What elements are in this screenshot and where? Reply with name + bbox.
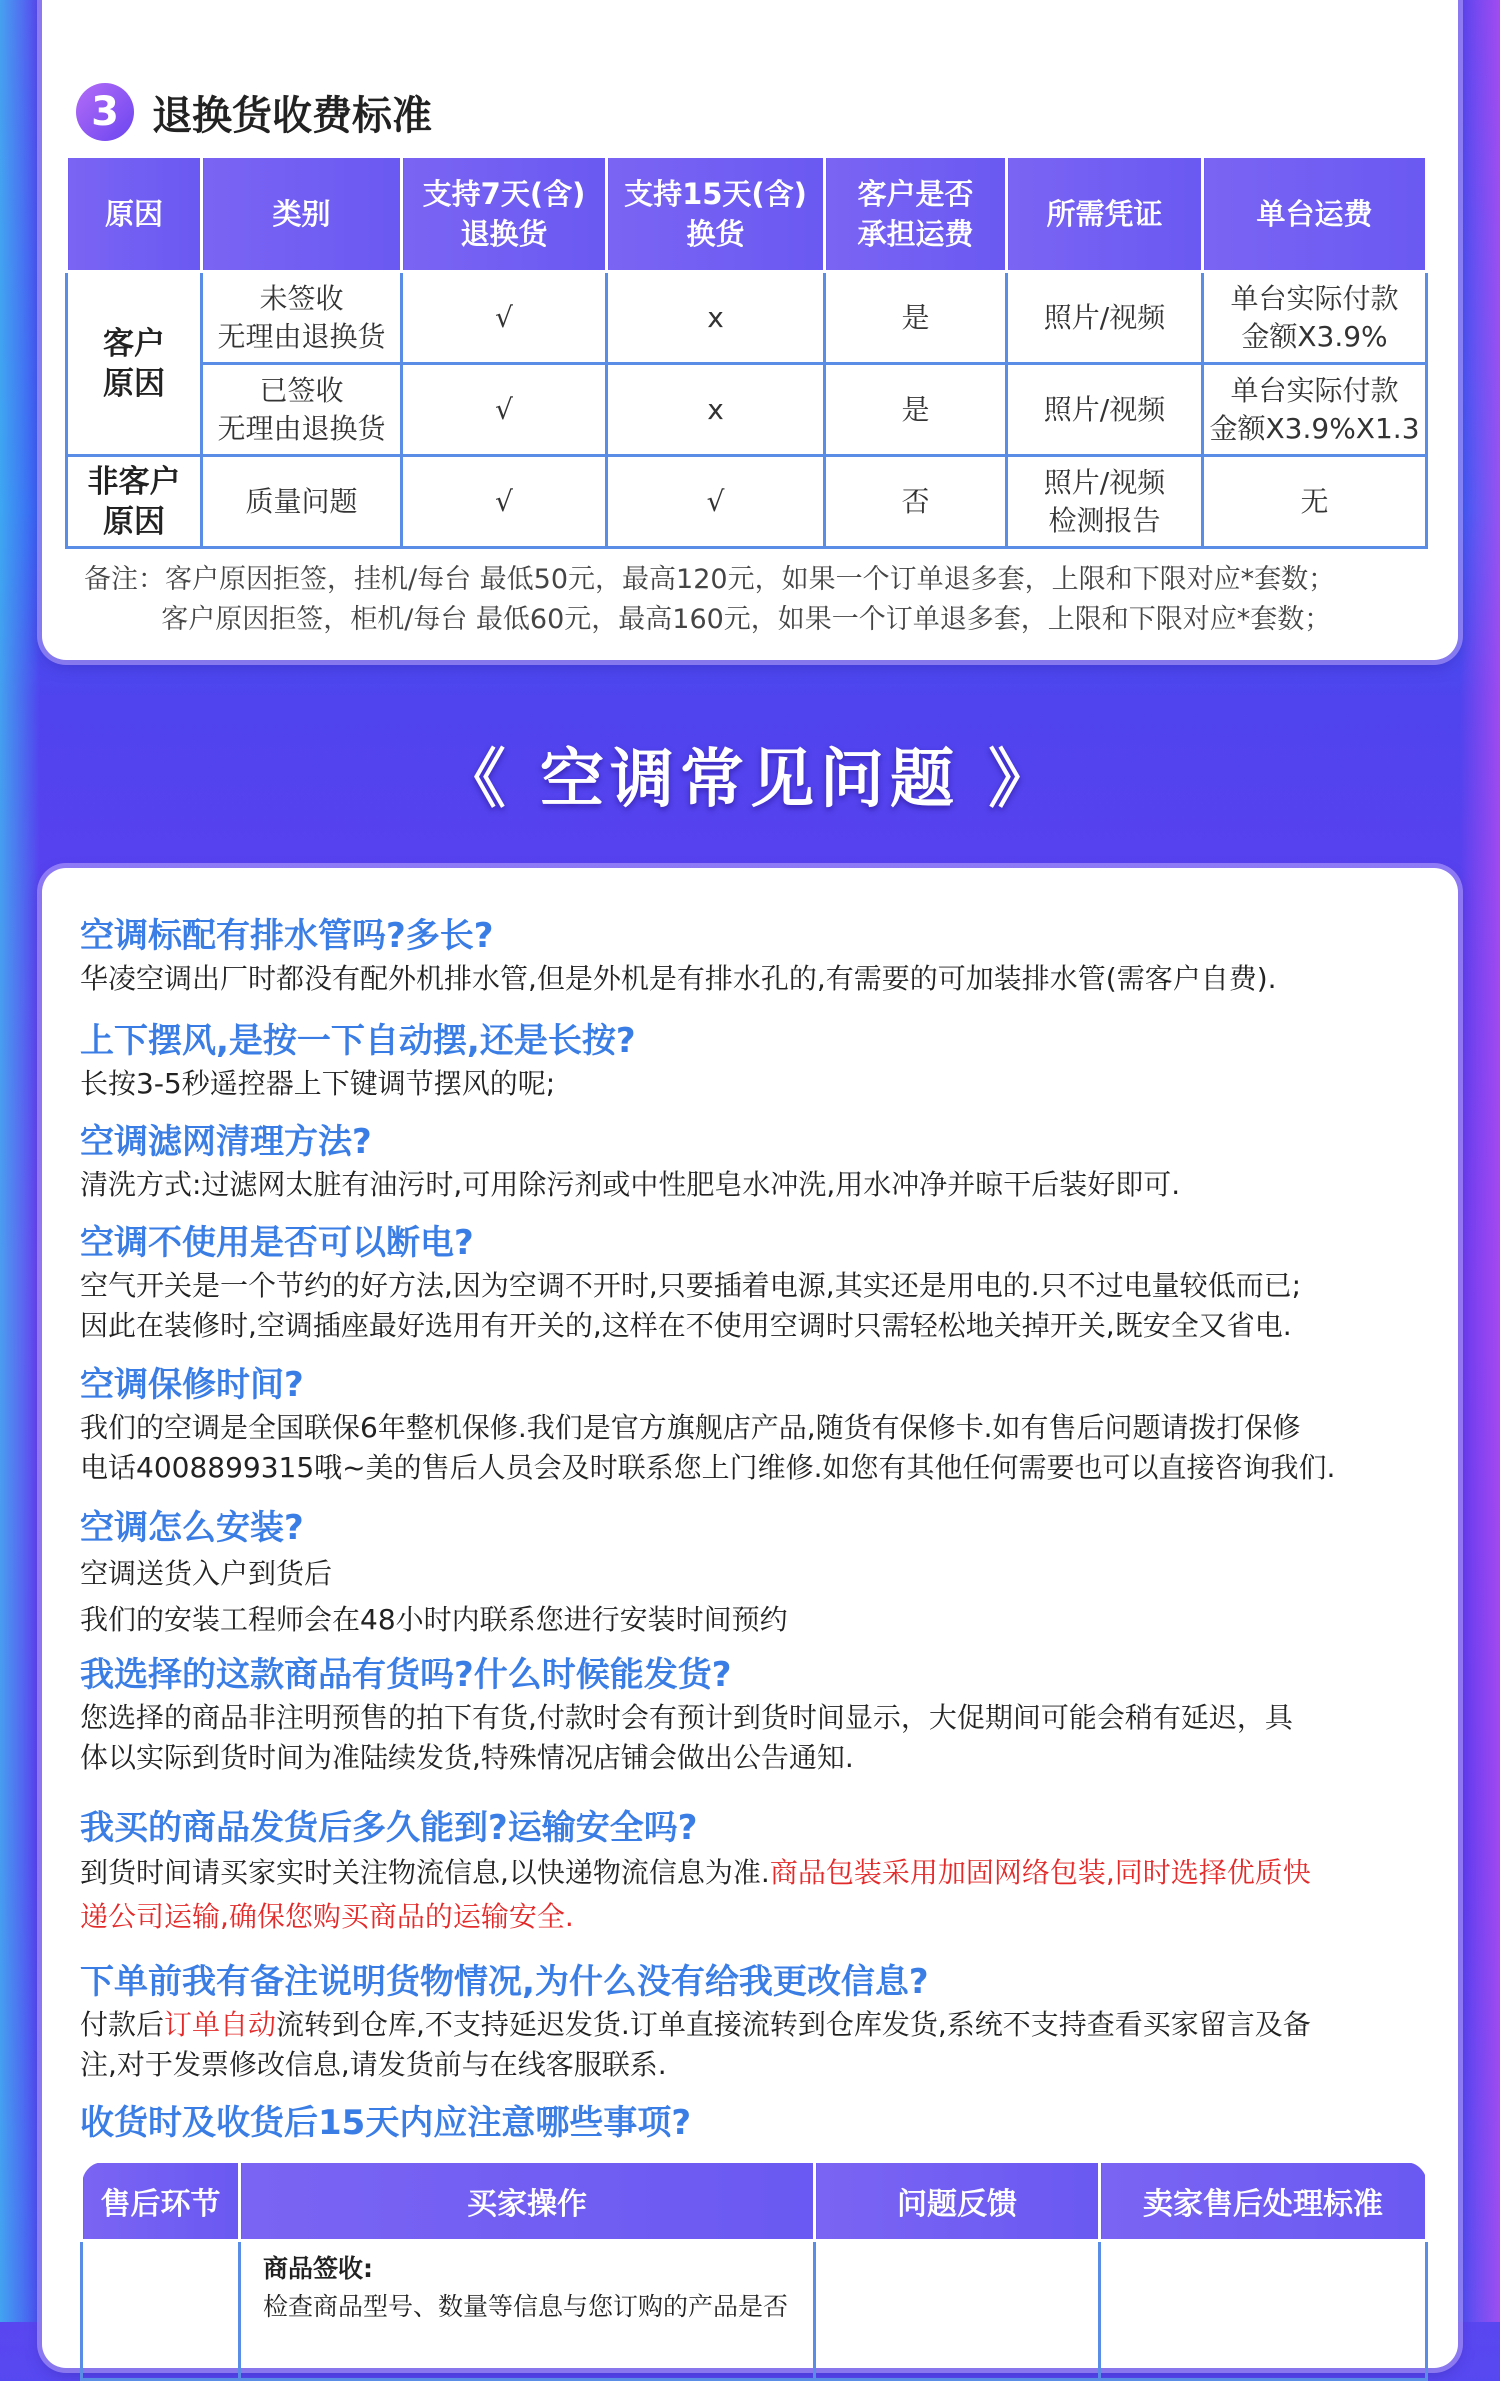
category-cell: 质量问题	[202, 456, 402, 548]
faq-answer: 空气开关是一个节约的好方法,因为空调不开时,只要插着电源,其实还是用电的.只不过电量较低而已; 因此在装修时,空调插座最好选用有开关的,这样在不使用空调时只需轻松地关掉开关,既安全又省电.	[80, 1269, 1302, 1342]
faq-answer: 华凌空调出厂时都没有配外机排水管,但是外机是有排水孔的,有需要的可加装排水管(需客户自费).	[80, 962, 1277, 995]
faq-heading: 《 空调常见问题 》	[441, 743, 1059, 817]
faq-item	[80, 1119, 1420, 1205]
shipping-bearer-cell: 是	[825, 364, 1007, 456]
faq-item	[80, 1018, 1420, 1104]
faq-answer: 长按3-5秒遥控器上下键调节摆风的呢;	[80, 1067, 556, 1100]
header-after-sales-stage: 售后环节	[82, 2162, 240, 2241]
proof-cell: 照片/视频 检测报告	[1007, 456, 1203, 548]
faq-answer: 空调送货入户到货后 我们的安装工程师会在48小时内联系您进行安装时间预约	[80, 1557, 788, 1636]
customer-reason-cell: 客户 原因	[67, 272, 202, 456]
faq-question: 空调怎么安装?	[80, 1508, 304, 1548]
faq-item	[80, 1959, 1420, 2085]
cell-text: 检查商品型号、数量等信息与您订购的产品是否	[263, 2292, 789, 2321]
table-cell	[1100, 2241, 1427, 2380]
header-shipping-bearer: 客户是否 承担运费	[825, 157, 1007, 272]
table-cell	[815, 2241, 1100, 2380]
category-cell: 已签收 无理由退换货	[202, 364, 402, 456]
header-category: 类别	[202, 157, 402, 272]
fee-cell: 无	[1203, 456, 1427, 548]
table-row	[67, 272, 1427, 364]
faq-question: 下单前我有备注说明货物情况,为什么没有给我更改信息?	[80, 1962, 929, 2002]
check-mark: √	[402, 456, 607, 548]
faq-question: 空调保修时间?	[80, 1365, 304, 1405]
faq-answer: 到货时间请买家实时关注物流信息,以快递物流信息为准.商品包装采用加固网络包装,同时选择优质快 递公司运输,确保您购买商品的运输安全.	[80, 1856, 1311, 1933]
faq-question: 收货时及收货后15天内应注意哪些事项?	[80, 2103, 692, 2143]
table-row	[67, 456, 1427, 548]
fee-cell: 单台实际付款 金额X3.9%	[1203, 272, 1427, 364]
faq-question: 空调标配有排水管吗?多长?	[80, 916, 494, 956]
faq-item	[80, 1362, 1420, 1488]
proof-cell: 照片/视频	[1007, 272, 1203, 364]
shipping-bearer-cell: 否	[825, 456, 1007, 548]
faq-answer: 清洗方式:过滤网太脏有油污时,可用除污剂或中性肥皂水冲洗,用水冲净并晾干后装好即可.	[80, 1168, 1181, 1201]
faq-item	[80, 1220, 1420, 1346]
proof-cell: 照片/视频	[1007, 364, 1203, 456]
faq-question: 空调不使用是否可以断电?	[80, 1223, 474, 1263]
faq-question: 上下摆风,是按一下自动摆,还是长按?	[80, 1021, 636, 1061]
faq-answer: 我们的空调是全国联保6年整机保修.我们是官方旗舰店产品,随货有保修卡.如有售后问题请拨打保修 电话4008899315哦~美的售后人员会及时联系您上门维修.如您有其他任何需要也可以直接咨询我们.	[80, 1411, 1336, 1484]
table-row	[67, 364, 1427, 456]
header-reason: 原因	[67, 157, 202, 272]
table-row	[82, 2241, 1427, 2380]
faq-answer: 付款后订单自动流转到仓库,不支持延迟发货.订单直接流转到仓库发货,系统不支持查看买家留言及备 注,对于发票修改信息,请发货前与在线客服联系.	[80, 2008, 1311, 2081]
after-sales-table	[80, 2160, 1428, 2381]
highlight-text: 商品包装采用加固网络包装,同时选择优质快 递公司运输,确保您购买商品的运输安全.	[80, 1856, 1311, 1933]
faq-item	[80, 1505, 1420, 1643]
faq-question: 我选择的这款商品有货吗?什么时候能发货?	[80, 1655, 732, 1695]
faq-question: 空调滤网清理方法?	[80, 1122, 372, 1162]
right-glow-edge	[1460, 0, 1500, 2322]
check-mark: √	[402, 272, 607, 364]
cross-mark: x	[607, 364, 825, 456]
faq-item	[80, 1652, 1420, 1778]
fee-note: 备注：客户原因拒签，挂机/每台 最低50元，最高120元，如果一个订单退多套，上限和下限对应*套数； 客户原因拒签，柜机/每台 最低60元，最高160元，如果一个订单退多套，上限和下限对应*套数；	[84, 564, 1336, 635]
highlight-text: 订单自动	[164, 2008, 277, 2041]
check-mark: √	[607, 456, 825, 548]
header-7day: 支持7天(含) 退换货	[402, 157, 607, 272]
cross-mark: x	[607, 272, 825, 364]
section-number-badge: 3	[76, 83, 134, 141]
cell-title: 商品签收:	[263, 2254, 373, 2283]
header-seller-standard: 卖家售后处理标准	[1100, 2162, 1427, 2241]
shipping-bearer-cell: 是	[825, 272, 1007, 364]
header-feedback: 问题反馈	[815, 2162, 1100, 2241]
header-proof: 所需凭证	[1007, 157, 1203, 272]
header-fee: 单台运费	[1203, 157, 1427, 272]
table-cell	[240, 2241, 815, 2380]
faq-item	[80, 2100, 1420, 2146]
non-customer-reason-cell: 非客户 原因	[67, 456, 202, 548]
header-15day: 支持15天(含) 换货	[607, 157, 825, 272]
fee-section-title: 退换货收费标准	[152, 92, 432, 139]
faq-item	[80, 1805, 1420, 1939]
left-glow-edge	[0, 0, 40, 2322]
faq-answer: 您选择的商品非注明预售的拍下有货,付款时会有预计到货时间显示，大促期间可能会稍有延迟，具 体以实际到货时间为准陆续发货,特殊情况店铺会做出公告通知.	[80, 1701, 1293, 1774]
table-cell	[82, 2241, 240, 2380]
category-cell: 未签收 无理由退换货	[202, 272, 402, 364]
fee-section-header	[76, 83, 432, 141]
check-mark: √	[402, 364, 607, 456]
faq-item	[80, 913, 1420, 999]
fee-table	[65, 155, 1428, 549]
faq-question: 我买的商品发货后多久能到?运输安全吗?	[80, 1808, 698, 1848]
fee-cell: 单台实际付款 金额X3.9%X1.3	[1203, 364, 1427, 456]
header-buyer-action: 买家操作	[240, 2162, 815, 2241]
